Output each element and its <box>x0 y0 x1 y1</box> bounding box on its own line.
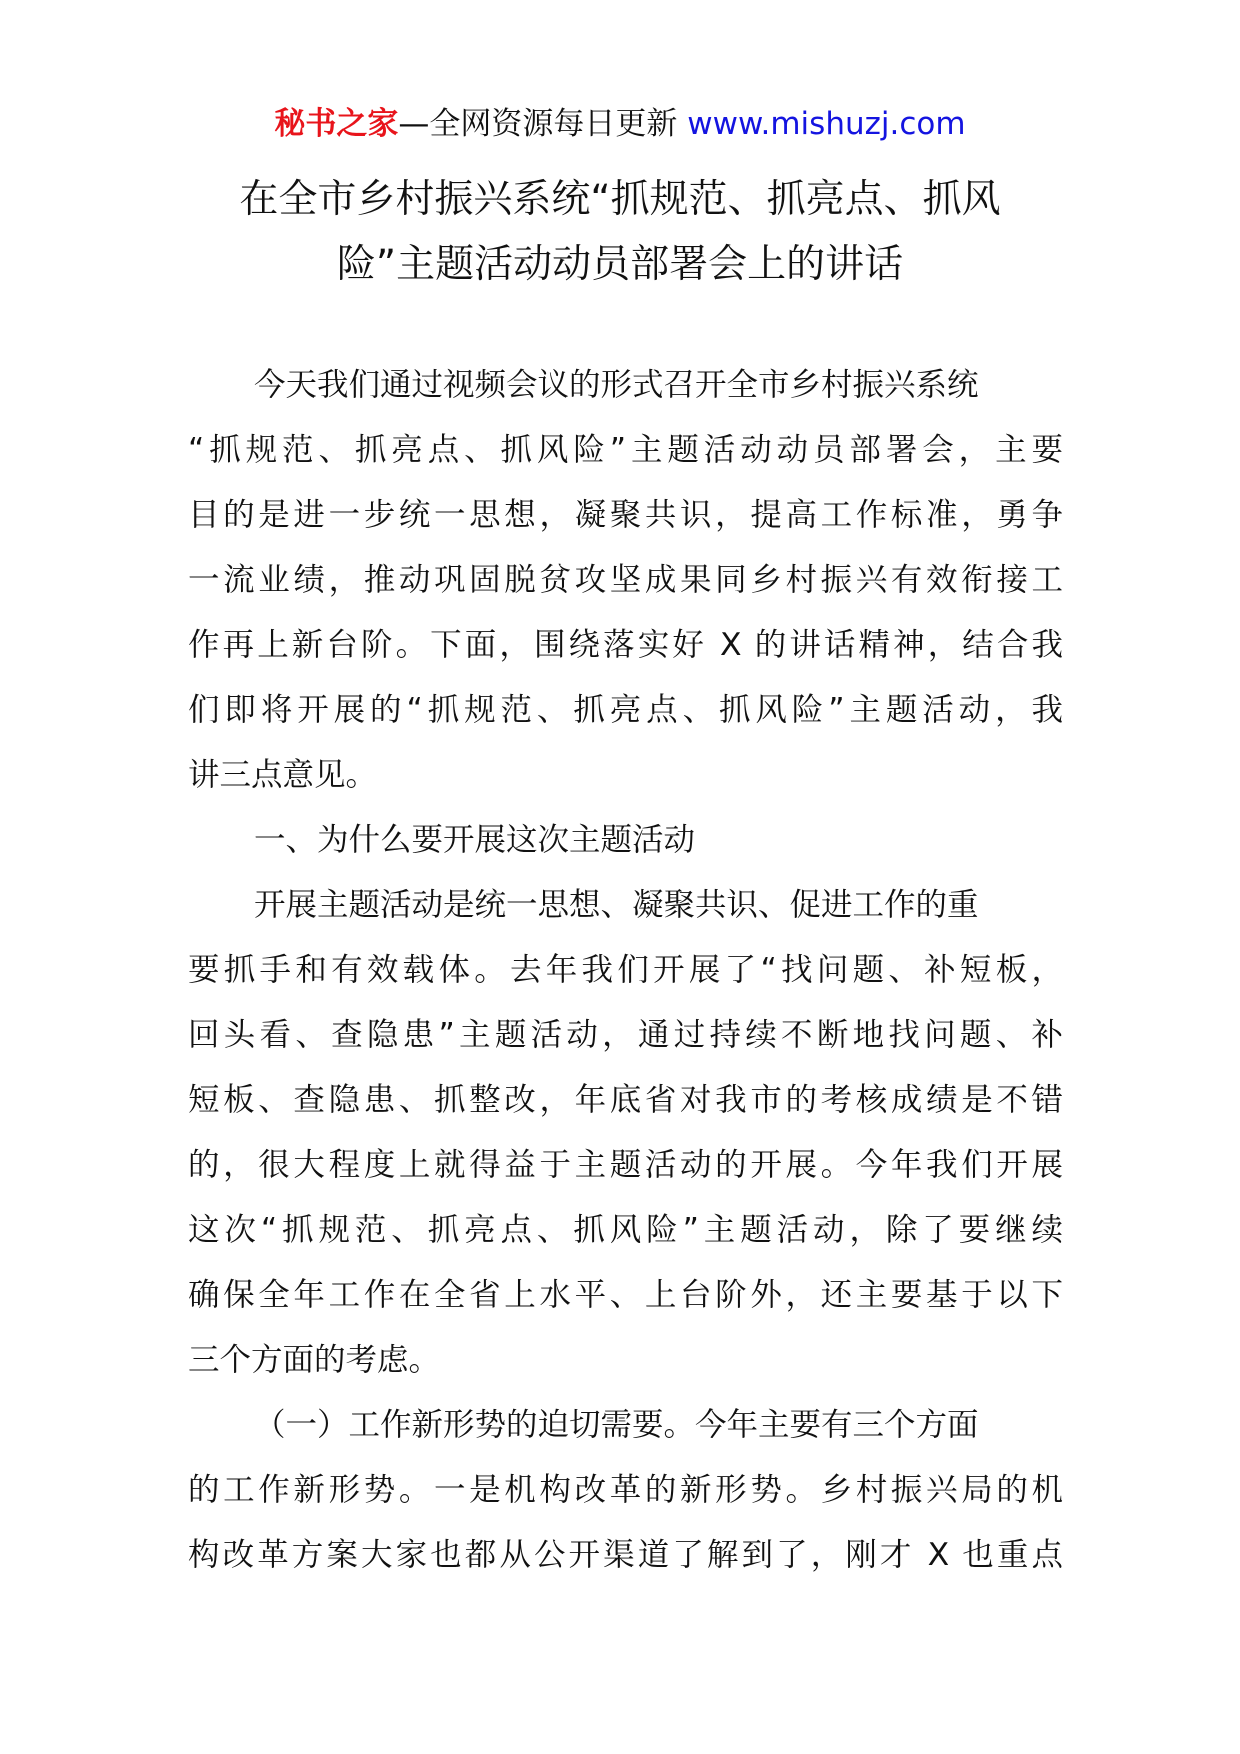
body-line: 们即将开展的“抓规范、抓亮点、抓风险”主题活动，我 <box>188 692 1063 728</box>
body-line: 短板、查隐患、抓整改，年底省对我市的考核成绩是不错 <box>188 1082 1063 1118</box>
title-line-2: 险”主题活动动员部署会上的讲话 <box>336 242 904 287</box>
body-line: 三个方面的考虑。 <box>188 1342 441 1378</box>
document-body <box>188 353 1063 1588</box>
title-line-1: 在全市乡村振兴系统“抓规范、抓亮点、抓风 <box>239 177 1001 222</box>
document-title <box>190 167 1050 297</box>
body-line: 的工作新形势。一是机构改革的新形势。乡村振兴局的机 <box>188 1472 1063 1508</box>
body-line: 目的是进一步统一思想，凝聚共识，提高工作标准，勇争 <box>188 497 1063 533</box>
site-url-link[interactable]: www.mishuzj.com <box>687 106 966 142</box>
body-line: “抓规范、抓亮点、抓风险”主题活动动员部署会，主要 <box>188 432 1063 468</box>
body-line: 要抓手和有效载体。去年我们开展了“找问题、补短板， <box>188 952 1063 988</box>
header-tagline: —全网资源每日更新 <box>398 106 688 142</box>
subsection-heading: （一）工作新形势的迫切需要。今年主要有三个方面 <box>254 1407 979 1443</box>
body-line: 这次“抓规范、抓亮点、抓风险”主题活动，除了要继续 <box>188 1212 1063 1248</box>
body-line: 开展主题活动是统一思想、凝聚共识、促进工作的重 <box>254 887 979 923</box>
body-line: 讲三点意见。 <box>188 757 378 793</box>
section-heading: 一、为什么要开展这次主题活动 <box>254 822 696 858</box>
body-line: 回头看、查隐患”主题活动，通过持续不断地找问题、补 <box>188 1017 1063 1053</box>
site-header <box>0 102 1240 146</box>
body-line: 构改革方案大家也都从公开渠道了解到了，刚才 X 也重点 <box>188 1537 1063 1573</box>
body-line: 今天我们通过视频会议的形式召开全市乡村振兴系统 <box>254 367 979 403</box>
body-line: 确保全年工作在全省上水平、上台阶外，还主要基于以下 <box>188 1277 1063 1313</box>
brand-name: 秘书之家 <box>274 106 399 142</box>
body-line: 一流业绩，推动巩固脱贫攻坚成果同乡村振兴有效衔接工 <box>188 562 1063 598</box>
body-line: 的，很大程度上就得益于主题活动的开展。今年我们开展 <box>188 1147 1063 1183</box>
body-line: 作再上新台阶。下面，围绕落实好 X 的讲话精神，结合我 <box>188 627 1063 663</box>
